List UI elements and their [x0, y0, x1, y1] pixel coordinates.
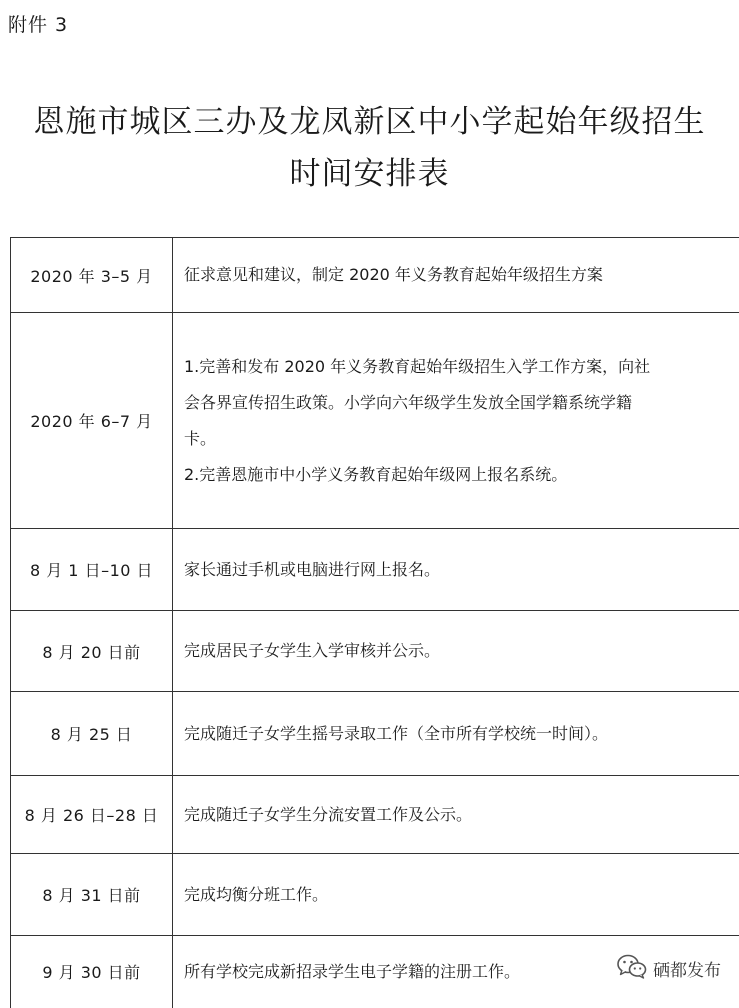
watermark: [617, 953, 721, 984]
description-line: 完成均衡分班工作。: [184, 885, 731, 905]
table-row: [11, 313, 739, 529]
description-line: 家长通过手机或电脑进行网上报名。: [184, 560, 731, 580]
row-description: [173, 238, 739, 313]
row-description: [173, 692, 739, 776]
description-line: 完成随迁子女学生摇号录取工作（全市所有学校统一时间）。: [184, 724, 731, 744]
row-date: 9 月 30 日前: [11, 936, 173, 1008]
table-row: [11, 854, 739, 936]
row-description: [173, 611, 739, 692]
row-date: 8 月 26 日–28 日: [11, 776, 173, 854]
description-line: 卡。: [184, 421, 731, 457]
table-row: [11, 611, 739, 692]
description-line: 会各界宣传招生政策。小学向六年级学生发放全国学籍系统学籍: [184, 385, 731, 421]
table-row: [11, 776, 739, 854]
row-date: 2020 年 3–5 月: [11, 238, 173, 313]
row-date: 8 月 1 日–10 日: [11, 529, 173, 611]
description-line: 征求意见和建议，制定 2020 年义务教育起始年级招生方案: [184, 265, 731, 285]
schedule-table: [10, 237, 739, 1008]
wechat-icon: [617, 953, 647, 984]
description-line: 所有学校完成新招录学生电子学籍的注册工作。: [184, 962, 731, 982]
row-date: 2020 年 6–7 月: [11, 313, 173, 529]
row-description: [173, 313, 739, 529]
row-description: [173, 776, 739, 854]
row-description: [173, 529, 739, 611]
table-row: [11, 238, 739, 313]
row-date: 8 月 31 日前: [11, 854, 173, 936]
row-date: 8 月 20 日前: [11, 611, 173, 692]
description-line: 完成居民子女学生入学审核并公示。: [184, 641, 731, 661]
description-line: 完成随迁子女学生分流安置工作及公示。: [184, 805, 731, 825]
description-line: 1.完善和发布 2020 年义务教育起始年级招生入学工作方案，向社: [184, 349, 731, 385]
title-line-2: 时间安排表: [0, 148, 739, 200]
table-row: [11, 529, 739, 611]
attachment-label: 附件 3: [8, 10, 68, 37]
document-title: [0, 96, 739, 200]
watermark-text: 硒都发布: [653, 956, 721, 981]
row-description: [173, 854, 739, 936]
description-line: 2.完善恩施市中小学义务教育起始年级网上报名系统。: [184, 457, 731, 493]
row-date: 8 月 25 日: [11, 692, 173, 776]
title-line-1: 恩施市城区三办及龙凤新区中小学起始年级招生: [0, 96, 739, 148]
table-row: [11, 692, 739, 776]
